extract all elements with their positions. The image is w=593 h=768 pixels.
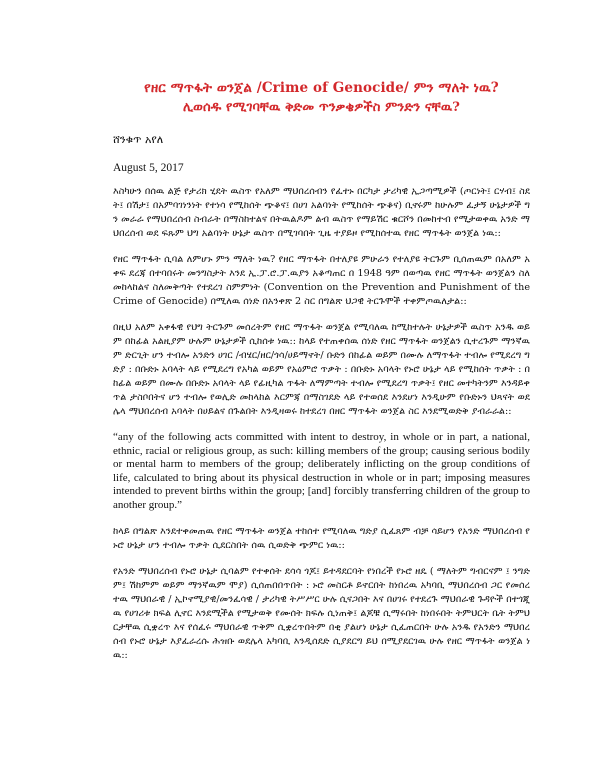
convention-quote: “any of the following acts committed with intent to destroy, in whole or in part, a national, ethnic, racial or religious group, as such: killing members of the group; causing serious bodily or mental harm to members of the group; deliberately inflicting on the group conditions of life, calculated to bring about its physical destruction in whole or in part; imposing measures intended to prevent births within the group; [and] forcibly transferring children of the group to another group.” xyxy=(113,431,530,511)
paragraph-legal-meaning: በዚህ አለም አቀፋዊ የህግ ትርጉም መሰረትም የዘር ማጥፋት ወንጀል የሚባለዉ ከሚከተሉት ሁኔታዎች ዉስጥ አንዱ ወይም በከፊል አልዚያም ሁሉም ሁኔታዎች ሲከሰቱ ነዉ:: ከላይ የተጠቀሰዉ ሰነድ የዘር ማጥፋት ወንጀልን ሲተረጉም ማንኛዉም ድርጊት ሆን ተብሎ አንድን ሀገር /ብሄር/ዘር/ጎሳ/ሀይማኖት/ ቡድን በከፊል ወይም በሙሉ ለማጥፋት ተብሎ የሚደረግ ግድያ : በቡድኑ አባላት ላይ የሚደረግ የአካል ወይም የአዕምሮ ጥቃት : በቡድኑ አባላት የኑሮ ሁኔታ ላይ የሚከሰት ጥቃት : በከፊል ወይም በሙሉ በቡድኑ አባላት ላይ የፊዚካል ጥፋት ለማምጣት ተብሎ የሚደረግ ጥቃት፤ የዘር መተካትንም እንዳይቀጥል ታስቦበትና ሆን ተብሎ የወሊድ መከላከል እርምጃ በማስገደድ ላይ የተወሰደ እንደሆነ እንዲሁም የቡድኑን ህጻናት ወደ ሌላ ማህበረሰብ አባላት በሀይልና በጉልበት እንዲዛወሩ ከተደረገ በዘር ማጥፋት ወንጀል ስር እንደሚወድቅ ያብራራል:: xyxy=(113,322,530,417)
paragraph-intro: እስካሁን በሰዉ ልጅ የታሪክ ሂደት ዉስጥ የአለም ማህበረሰብን የፈተኑ በርካታ ታሪካዊ ኢጋጣሚዎች (ጦርነት፤ ርሃብ፤ ስደት፤ በሽታ፤ በአምባገነንነት የተነሳ የሚከሰት ጭቆና፤ በሀገ አልባነት የሚከሰት ጭቆና) ቢኖሩም ከሁሉም ፈታኝ ሁኔታዎች ግን መራራ የማህበረሰብ ስብራት በማስከተልና በትዉልዶም ልብ ዉስጥ የማይሽር ቁርሾን በመከተብ የሚታወቀዉ አንድ ማህበረሰብ ወደ ፍጹም ህግ አልባነት ሁኔታ ዉስጥ በሚገባበት ጊዜ ተያይዞ የሚከሰተዉ የዘር ማጥፋት ወንጀል ነዉ:: xyxy=(113,186,530,239)
paragraph-definition: የዘር ማጥፋት ሲባል ለምሆኑ ምን ማለት ነዉ? የዘር ማጥፋት በተለያዩ ምሁራን የተለያዩ ትርጉም ቢሰጠዉም በአለም አቀፍ ደረጃ በተባበሩት መንግስታት እንደ ኢ.ፓ.ሮ.ፓ.ዉያን አቆጣጠር በ 1948 ዓም በወጣዉ የዘር ማጥፋት ወንጀልን ስለመከላከልና ስለመቅጣት የተደረገ ስምምነት (Convention on the Prevention and Punishment of the Crime of Genocide) በሚለዉ ሰነድ በአንቀጽ 2 ስር በግልጽ ህጋዊ ትርጉሞች ተቀምጦዉለታል:: xyxy=(113,254,530,307)
author-name: ሸንቁጥ አየለ xyxy=(113,133,164,146)
paragraph-living-conditions: የአንድ ማህበረሰብ የኑሮ ሁኔታ ሲባልም የተቀሰት ደሳሳ ጎጆ፤ ይተዳደርባት የነበረች የኑሮ ዘዴ ( ማለትም ግብርናም ፤ ንግድም፤ ሽከምም ወይም ማንኛዉም ሞያ) ሲሰጠበበጥበት : ኑሮ መስርቶ ይኖርበት ከነበረዉ አካባቢ ማህበረሰብ ጋር የመሰረተዉ ማህበራዊ / ኢኮኖሚያዊ/መንፈሳዊ / ታሪካዊ ትሥሥር ሁሉ ሲናጋበት እና በሀገሩ የተደረጉ ማህበራዊ ጉዳዮች በተጎጂዉ የሀገሪቱ ክፍል ሊኖር እንደሚችል የሚታወቅ የሙሰት ክፍሉ ሲነጠቅ፤ ልጆቹ ሲማሩበት ከነበሩበት ትምህርት ቤት ትምህርታቸዉ ሲቋረጥ እና የሰፈሩ ማህበራዊ ጥቅም ሲቋረጥበትም በቂ ያልሆነ ሁኔታ ሲፈጠርበት ሁሉ አንዱ የአንድን ማህበረሰብ የኑሮ ሁኔታ እያፈራረሱ ሕዝቡ ወደሌላ አካባቢ እንዲሰደድ ሲያደርግ ይህ በሚያደርገዉ ሁሉ የዘር ማጥፋት ወንጀል ነዉ:: xyxy=(113,565,530,661)
title-line-2: ሊወሰዱ የሚገባቸዉ ቅድመ ጥንቃቄዎችስ ምንድን ናቸዉ? xyxy=(183,100,460,115)
paragraph-clarification: ከላይ በግልጽ እንደተቀመጠዉ የዘር ማጥፋት ወንጀል ተከሰተ የሚባለዉ ግድያ ሲፈጸም ብቻ ሳይሆን የአንድ ማህበረሰብ የኑሮ ሁኔታ ሆን ተብሎ ጥቃት ሲደርስበት ሰዉ ሲወድቅ ጭምር ነዉ:: xyxy=(113,525,530,551)
document-title xyxy=(113,0,530,118)
publication-date: August 5, 2017 xyxy=(113,162,184,174)
title-line-1: የዘር ማጥፋት ወንጀል /Crime of Genocide/ ምን ማለት ነዉ? xyxy=(144,80,499,96)
